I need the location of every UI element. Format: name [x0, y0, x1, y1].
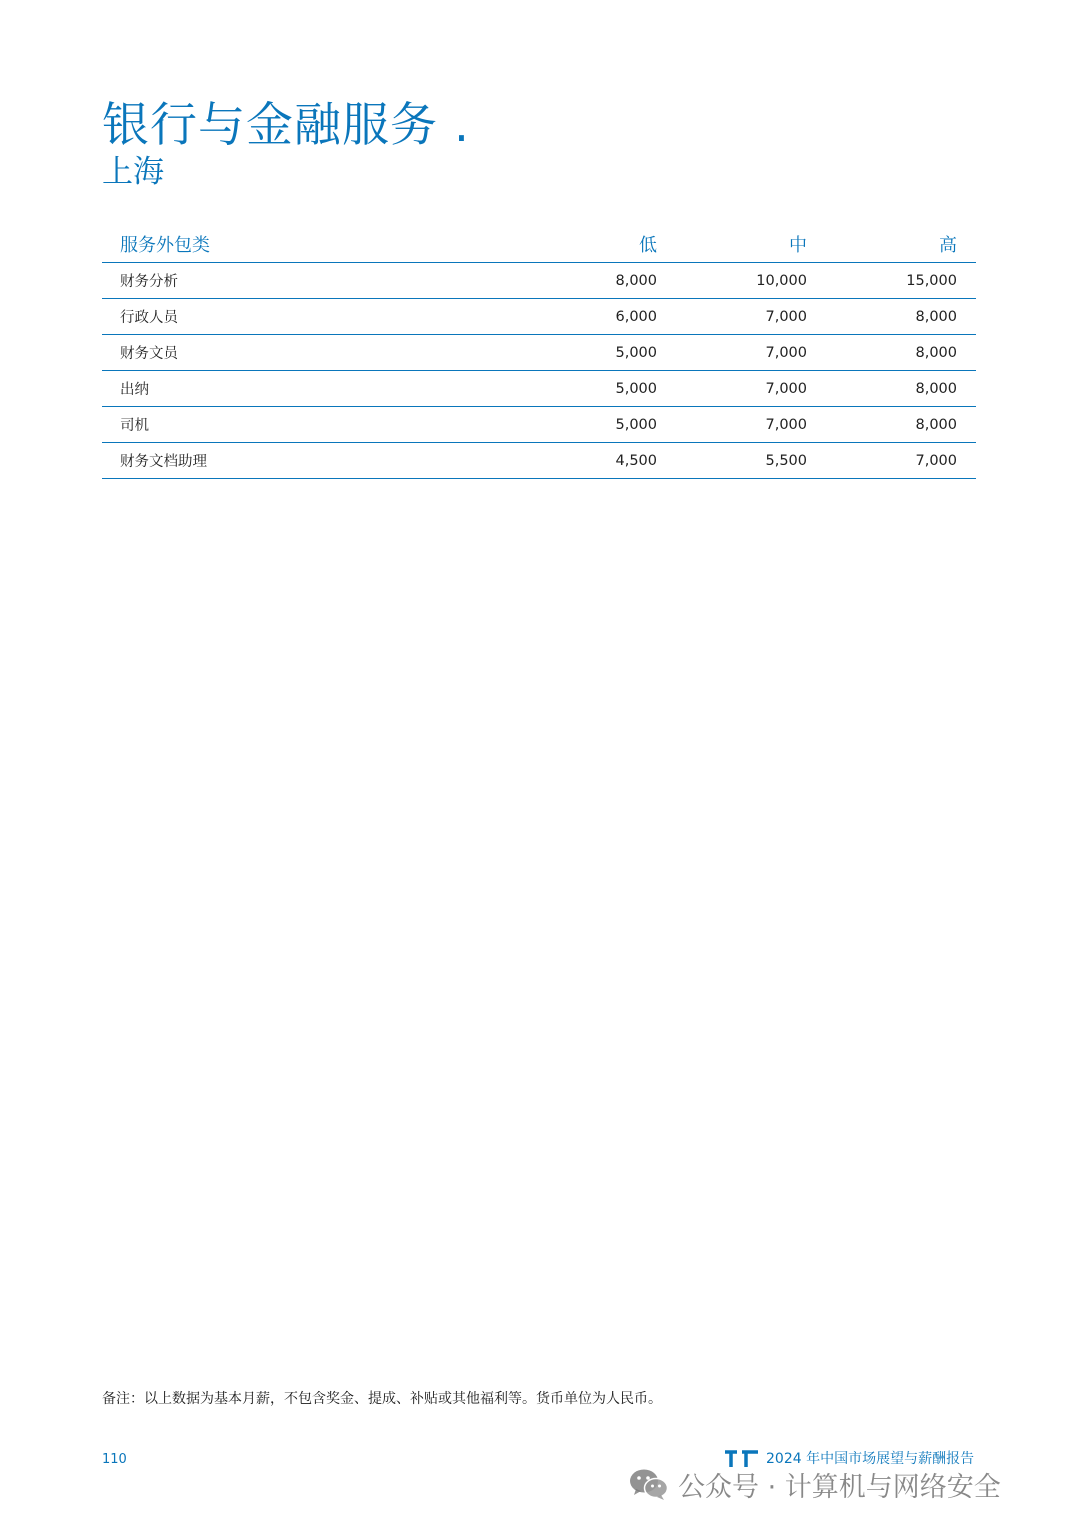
column-header-low: 低 [639, 235, 657, 256]
row-low: 5,000 [615, 344, 657, 361]
row-mid: 7,000 [765, 344, 807, 361]
watermark [628, 1464, 1001, 1504]
row-low: 6,000 [615, 308, 657, 325]
row-high: 8,000 [915, 308, 957, 325]
row-mid: 7,000 [765, 416, 807, 433]
row-low: 5,000 [615, 380, 657, 397]
wechat-icon [628, 1467, 670, 1501]
table-header-row [102, 226, 976, 263]
row-high: 8,000 [915, 416, 957, 433]
page-subtitle: 上海 [102, 154, 164, 190]
table-row [102, 335, 976, 371]
footnote: 备注：以上数据为基本月薪，不包含奖金、提成、补贴或其他福利等。货币单位为人民币。 [102, 1391, 662, 1407]
row-low: 5,000 [615, 416, 657, 433]
row-position: 出纳 [120, 382, 149, 398]
row-high: 7,000 [915, 452, 957, 469]
salary-table [102, 226, 976, 479]
column-header-high: 高 [939, 235, 957, 256]
table-row [102, 263, 976, 299]
table-row [102, 407, 976, 443]
row-position: 司机 [120, 418, 149, 434]
table-row [102, 299, 976, 335]
report-title: 2024 年中国市场展望与薪酬报告 [766, 1451, 975, 1467]
row-mid: 10,000 [756, 272, 807, 289]
row-mid: 7,000 [765, 380, 807, 397]
row-position: 财务分析 [120, 274, 178, 290]
row-low: 4,500 [615, 452, 657, 469]
row-low: 8,000 [615, 272, 657, 289]
row-high: 15,000 [906, 272, 957, 289]
row-mid: 5,500 [765, 452, 807, 469]
row-position: 财务文员 [120, 346, 178, 362]
row-position: 行政人员 [120, 310, 178, 326]
page-number: 110 [102, 1452, 127, 1467]
table-row [102, 371, 976, 407]
row-position: 财务文档助理 [120, 454, 207, 470]
row-high: 8,000 [915, 344, 957, 361]
column-header-mid: 中 [789, 235, 807, 256]
row-high: 8,000 [915, 380, 957, 397]
column-header-category: 服务外包类 [120, 235, 210, 256]
watermark-text: 公众号 · 计算机与网络安全 [678, 1471, 1001, 1503]
row-mid: 7,000 [765, 308, 807, 325]
table-row [102, 443, 976, 479]
page-title: 银行与金融服务 . [102, 98, 470, 153]
